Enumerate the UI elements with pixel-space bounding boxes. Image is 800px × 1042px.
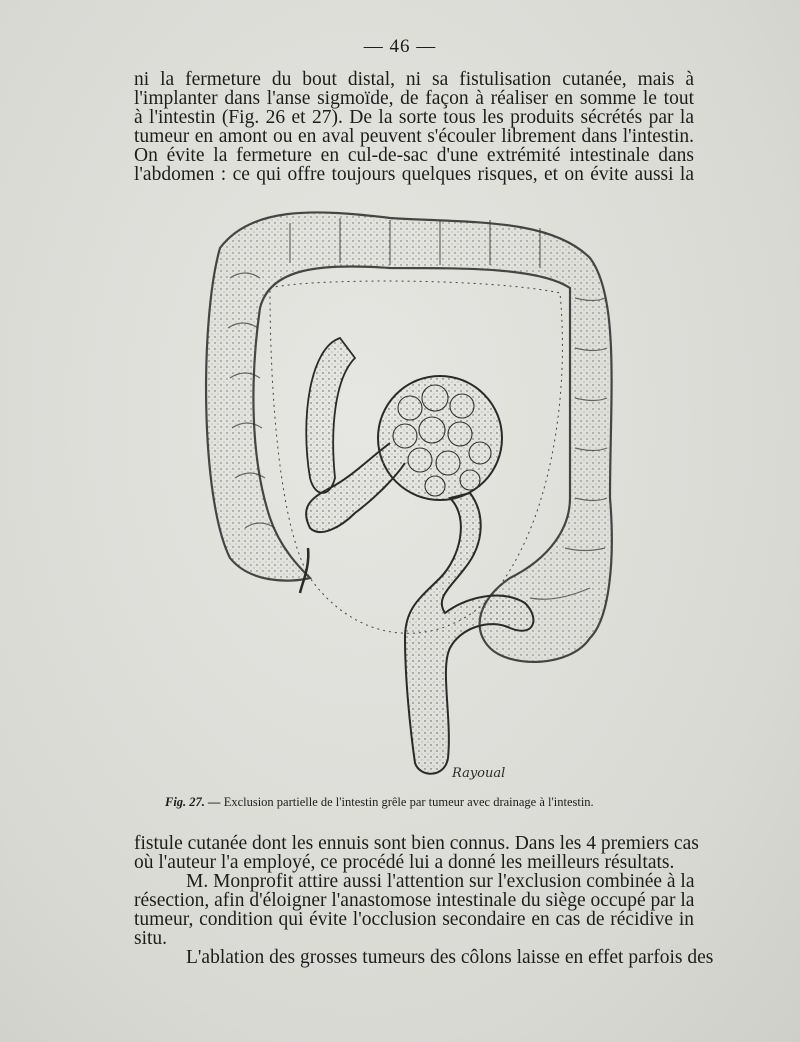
text-line: résection, afin d'éloigner l'anastomose intestinale du siège occupé par la [134, 890, 695, 911]
figure-caption [165, 795, 685, 810]
text-line: On évite la fermeture en cul-de-sac d'une extrémité intestinale dans [134, 145, 694, 166]
illustrator-signature: Rayoual [452, 766, 506, 781]
text-line: fistule cutanée dont les ennuis sont bien connus. Dans les 4 premiers cas [134, 833, 699, 854]
bottom-paragraph [134, 833, 714, 968]
text-line: M. Monprofit attire aussi l'attention sur l'exclusion combinée à la [186, 871, 695, 892]
text-line: l'abdomen : ce qui offre toujours quelques risques, et on évite aussi la [134, 164, 694, 185]
text-line: tumeur en amont ou en aval peuvent s'écouler librement dans l'intestin. [134, 126, 694, 147]
intestine-illustration [190, 198, 630, 788]
text-line: à l'intestin (Fig. 26 et 27). De la sorte tous les produits sécrétés par la [134, 107, 694, 128]
top-paragraph [134, 70, 694, 184]
figure-label: Fig. 27. — [165, 795, 221, 809]
text-line: ni la fermeture du bout distal, ni sa fistulisation cutanée, mais à [134, 69, 694, 90]
figure-caption-text: Exclusion partielle de l'intestin grêle par tumeur avec drainage à l'intestin. [223, 795, 594, 809]
text-line: L'ablation des grosses tumeurs des côlons laisse en effet parfois des [186, 947, 714, 968]
text-line: l'implanter dans l'anse sigmoïde, de façon à réaliser en somme le tout [134, 88, 694, 109]
text-line: situ. [134, 928, 168, 949]
text-line: tumeur, condition qui évite l'occlusion secondaire en cas de récidive in [134, 909, 694, 930]
text-line: où l'auteur l'a employé, ce procédé lui a donné les meilleurs résultats. [134, 852, 675, 873]
tumor-mass [378, 376, 502, 500]
small-intestine-bend [306, 338, 355, 493]
page-number: — 46 — [363, 36, 437, 57]
